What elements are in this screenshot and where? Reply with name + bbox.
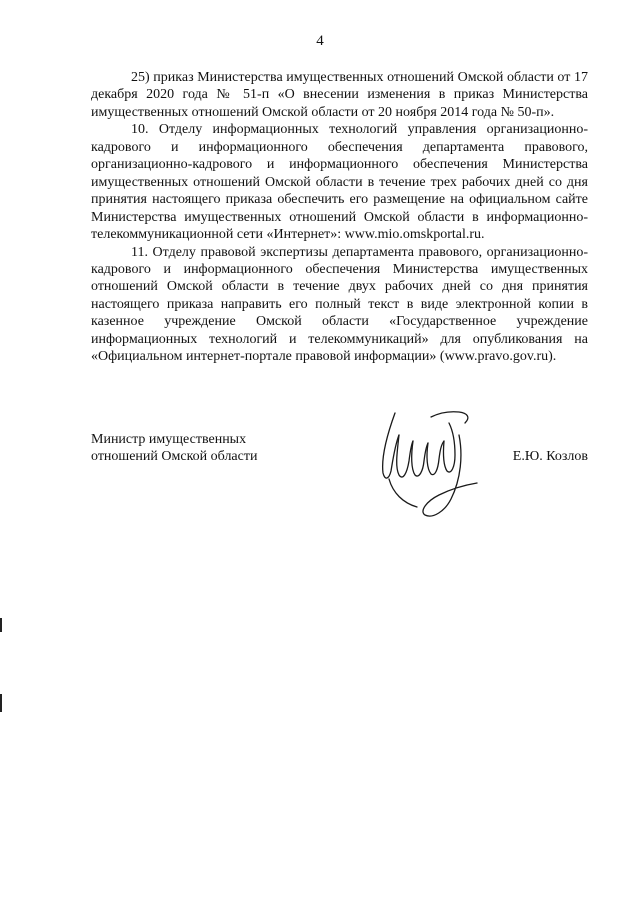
- handwritten-signature: [373, 395, 483, 535]
- page-number: 4: [316, 33, 324, 49]
- signer-name: Е.Ю. Козлов: [512, 449, 588, 464]
- signer-title-line-2: отношений Омской области: [91, 449, 258, 465]
- document-body: [91, 69, 588, 366]
- scan-edge-mark: [0, 694, 2, 712]
- paragraph-item-10: 10. Отделу информационных технологий управления организационно-кадрового и информационного обеспечения департамента правового, организационно-кадрового и информационного обеспечения Министерства имущественных отношений Омской области в течение трех рабочих дней со дня принятия настоящего приказа обеспечить его размещение на официальном сайте Министерства имущественных отношений Омской области в информационно-телекоммуникационной сети «Интернет»: www.mio.omskportal.ru.: [91, 122, 588, 243]
- signature-block: [91, 431, 588, 521]
- signer-title: [91, 431, 291, 466]
- signer-title-line-1: Министр имущественных: [91, 432, 247, 447]
- paragraph-item-25: 25) приказ Министерства имущественных отношений Омской области от 17 декабря 2020 года № 51-п «О внесении изменения в приказ Министерства имущественных отношений Омской области от 20 ноября 2014 года № 50-п».: [91, 70, 588, 120]
- scan-edge-mark: [0, 618, 2, 632]
- paragraph-item-11: 11. Отделу правовой экспертизы департамента правового, организационно-кадрового и информационного обеспечения Министерства имущественных отношений Омской области в течение двух рабочих дней со дня принятия настоящего приказа направить его полный текст в виде электронной копии в казенное учреждение Омской области «Государственное учреждение информационных технологий и телекоммуникаций» для опубликования на «Официальном интернет-портале правовой информации» (www.pravo.gov.ru).: [91, 244, 588, 365]
